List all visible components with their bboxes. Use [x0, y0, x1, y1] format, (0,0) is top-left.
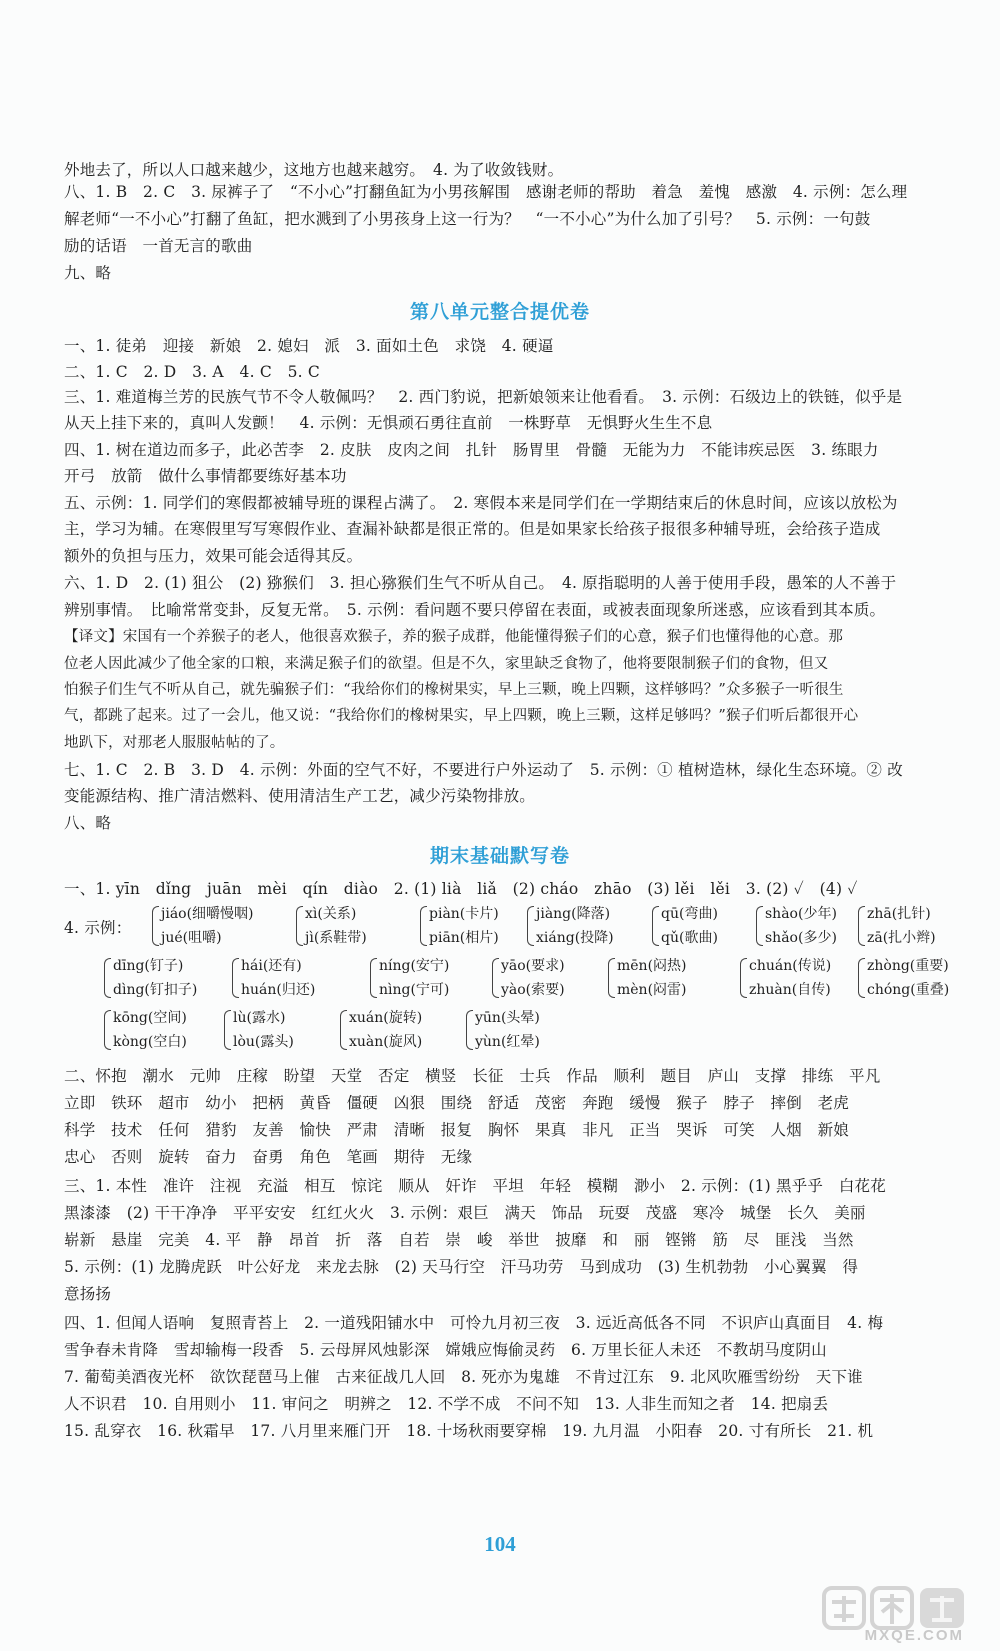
pinyin-pair [756, 902, 837, 950]
pinyin-reading: piàn(卡片) [429, 906, 499, 922]
text-line: 变能源结构、推广清洁燃料、使用清洁生产工艺，减少污染物排放。 [64, 787, 536, 805]
text-line: 四、1. 但闻人语响 复照青苔上 2. 一道残阳铺水中 可怜九月初三夜 3. 远近高低各不同 不识庐山真面目 4. 梅 [64, 1314, 884, 1332]
text-line: 主，学习为辅。在寒假里写写寒假作业、查漏补缺都是很正常的。但是如果家长给孩子报很多种辅导班，会给孩子造成 [64, 520, 881, 538]
pinyin-reading: mēn(闷热) [617, 958, 687, 974]
text-line: 二、怀抱 潮水 元帅 庄稼 盼望 天堂 否定 横竖 长征 士兵 作品 顺利 题目 庐山 支撑 排练 平凡 [64, 1067, 881, 1085]
pinyin-reading: jiàng(降落) [536, 906, 611, 922]
text-line: 额外的负担与压力，效果可能会适得其反。 [64, 547, 363, 565]
text-line: 四、1. 树在道边而多子，此必苦李 2. 皮肤 皮肉之间 扎针 肠胃里 骨髓 无能为力 不能讳疾忌医 3. 练眼力 [64, 441, 879, 459]
pinyin-reading: piān(相片) [429, 930, 499, 946]
pinyin-reading: jì(系鞋带) [305, 930, 367, 946]
pinyin-reading: xì(关系) [305, 906, 357, 922]
text-line: 一、1. yīn dǐng juān mèi qín diào 2. (1) lià liǎ (2) cháo zhāo (3) lěi lěi 3. (2) ✓ (4) ✓ [64, 880, 858, 898]
pinyin-reading: hái(还有) [241, 958, 302, 974]
pinyin-reading: huán(归还) [241, 982, 316, 998]
pinyin-reading: qū(弯曲) [661, 906, 718, 922]
pinyin-reading: chóng(重叠) [867, 982, 950, 998]
text-line: 从天上挂下来的，真叫人发颤！ 4. 示例：无惧顽石勇往直前 一株野草 无惧野火生生不息 [64, 414, 713, 432]
pinyin-reading: níng(安宁) [379, 958, 450, 974]
pinyin-reading: yào(索要) [501, 982, 565, 998]
pinyin-reading: kōng(空间) [113, 1010, 187, 1026]
text-line: 5. 示例：(1) 龙腾虎跃 叶公好龙 来龙去脉 (2) 天马行空 汗马功劳 马到成功 (3) 生机勃勃 小心翼翼 得 [64, 1258, 859, 1276]
page-number: 104 [484, 1532, 516, 1556]
pinyin-pair [740, 954, 831, 1002]
text-line: 7. 葡萄美酒夜光杯 欲饮琵琶马上催 古来征战几人回 8. 死亦为鬼雄 不肯过江东 9. 北风吹雁雪纷纷 天下谁 [64, 1368, 863, 1386]
example-label: 4. 示例： [64, 919, 132, 937]
pinyin-reading: chuán(传说) [749, 958, 832, 974]
pinyin-pair [224, 1006, 294, 1054]
text-line: 八、略 [64, 814, 112, 832]
pinyin-reading: yūn(头晕) [475, 1010, 540, 1026]
pinyin-reading: xuàn(旋风) [349, 1034, 423, 1050]
pinyin-reading: jiáo(细嚼慢咽) [161, 906, 254, 922]
translation-line: 位老人因此减少了他全家的口粮，来满足猴子们的欲望。但是不久，家里缺乏食物了，他将要限制猴子们的食物，但又 [64, 656, 829, 672]
pinyin-reading: jué(咀嚼) [161, 930, 222, 946]
text-line: 七、1. C 2. B 3. D 4. 示例：外面的空气不好，不要进行户外运动了 5. 示例：① 植树造林，绿化生态环境。② 改 [64, 761, 903, 779]
section-title: 期末基础默写卷 [429, 845, 570, 867]
translation-line: 地趴下，对那老人服服帖帖的了。 [64, 735, 285, 751]
text-line: 意扬扬 [64, 1285, 112, 1303]
text-line: 辨别事情。 比喻常常变卦，反复无常。 5. 示例：看问题不要只停留在表面，或被表面现象所迷惑，应该看到其本质。 [64, 601, 886, 619]
pinyin-pair [232, 954, 315, 1002]
pinyin-reading: qǔ(歌曲) [661, 930, 718, 946]
pinyin-reading: kòng(空白) [113, 1034, 187, 1050]
pinyin-pair [858, 954, 949, 1002]
pinyin-reading: yùn(红晕) [475, 1034, 540, 1050]
pinyin-reading: mèn(闷雷) [617, 982, 687, 998]
section-title: 第八单元整合提优卷 [409, 301, 590, 323]
pinyin-pair [370, 954, 449, 1002]
pinyin-reading: zā(扎小辫) [867, 930, 936, 946]
text-line: 人不识君 10. 自用则小 11. 审问之 明辨之 12. 不学不成 不问不知 13. 人非生而知之者 14. 把扇丢 [64, 1395, 829, 1413]
text-line: 科学 技术 任何 猎豹 友善 愉快 严肃 清晰 报复 胸怀 果真 非凡 正当 哭诉 可笑 人烟 新娘 [64, 1121, 850, 1139]
pinyin-reading: zhòng(重要) [867, 958, 949, 974]
text-line: 三、1. 难道梅兰芳的民族气节不令人敬佩吗？ 2. 西门豹说，把新娘领来让他看看。 3. 示例：石级边上的铁链，似乎是 [64, 388, 903, 406]
pinyin-reading: shǎo(多少) [765, 930, 837, 946]
pinyin-pair [527, 902, 614, 950]
pinyin-pair [104, 954, 197, 1002]
text-line: 15. 乱穿衣 16. 秋霜早 17. 八月里来雁门开 18. 十场秋雨要穿棉 19. 九月温 小阳春 20. 寸有所长 21. 机 [64, 1422, 874, 1440]
pinyin-reading: shào(少年) [765, 906, 837, 922]
watermark-text: MXQE.COM [864, 1627, 964, 1644]
text-line: 三、1. 本性 准许 注视 充溢 相互 惊诧 顺从 奸诈 平坦 年轻 模糊 渺小 2. 示例：(1) 黑乎乎 白花花 [64, 1177, 886, 1195]
pinyin-pair [340, 1006, 422, 1054]
pinyin-reading: xiáng(投降) [536, 930, 614, 946]
text-line: 九、略 [64, 264, 112, 282]
pinyin-pair [492, 954, 565, 1002]
text-line: 立即 铁环 超市 幼小 把柄 黄昏 僵硬 凶狠 围绕 舒适 茂密 奔跑 缓慢 猴子 脖子 摔倒 老虎 [64, 1094, 850, 1112]
pinyin-reading: lòu(露头) [233, 1034, 294, 1050]
text-line: 黑漆漆 (2) 干干净净 平平安安 红红火火 3. 示例：艰巨 满天 饰品 玩耍 茂盛 寒冷 城堡 长久 美丽 [64, 1204, 866, 1222]
text-line: 二、1. C 2. D 3. A 4. C 5. C [64, 363, 320, 381]
text-line: 励的话语 一首无言的歌曲 [64, 237, 253, 255]
pinyin-reading: zhā(扎针) [867, 906, 931, 922]
text-line: 外地去了，所以人口越来越少，这地方也越来越穷。 4. 为了收敛钱财。 [64, 161, 564, 179]
pinyin-reading: zhuàn(自传) [749, 982, 831, 998]
pinyin-reading: lù(露水) [233, 1010, 286, 1026]
text-line: 八、1. B 2. C 3. 尿裤子了 “不小心”打翻鱼缸为小男孩解围 感谢老师的帮助 着急 羞愧 感激 4. 示例：怎么理 [64, 183, 908, 201]
text-line: 一、1. 徒弟 迎接 新娘 2. 媳妇 派 3. 面如土色 求饶 4. 硬逼 [64, 337, 554, 355]
pinyin-reading: yāo(要求) [501, 958, 565, 974]
pinyin-pair [152, 902, 254, 950]
pinyin-reading: xuán(旋转) [349, 1010, 423, 1026]
text-line: 雪争春未肯降 雪却输梅一段香 5. 云母屏风烛影深 嫦娥应悔偷灵药 6. 万里长征人未还 不教胡马度阴山 [64, 1341, 827, 1359]
text-line: 开弓 放箭 做什么事情都要练好基本功 [64, 467, 347, 485]
pinyin-pair [296, 902, 367, 950]
text-line: 解老师“一不小心”打翻了鱼缸，把水溅到了小男孩身上这一行为？ “一不小心”为什么加了引号？ 5. 示例：一句鼓 [64, 210, 871, 228]
pinyin-pair [858, 902, 936, 950]
text-line: 忠心 否则 旋转 奋力 奋勇 角色 笔画 期待 无缘 [64, 1148, 473, 1166]
pinyin-pair [466, 1006, 540, 1054]
translation-line: 气，都跳了起来。过了一会儿，他又说：“我给你们的橡树果实，早上四颗，晚上三颗，这样足够吗？”猴子们听后都很开心 [64, 708, 859, 724]
pinyin-pair [608, 954, 687, 1002]
pinyin-reading: dīng(钉子) [113, 958, 184, 974]
pinyin-pair [652, 902, 718, 950]
pinyin-reading: dìng(钉扣子) [113, 982, 198, 998]
text-line: 五、示例：1. 同学们的寒假都被辅导班的课程占满了。 2. 寒假本来是同学们在一学期结束后的休息时间，应该以放松为 [64, 494, 898, 512]
text-line: 崭新 悬崖 完美 4. 平 静 昂首 折 落 自若 崇 峻 举世 披靡 和 丽 铿锵 筋 尽 匪浅 当然 [64, 1231, 854, 1249]
pinyin-reading: nìng(宁可) [379, 982, 450, 998]
pinyin-pair [104, 1006, 187, 1054]
pinyin-pair [420, 902, 499, 950]
text-line: 六、1. D 2. (1) 狙公 (2) 猕猴们 3. 担心猕猴们生气不听从自己。 4. 原指聪明的人善于使用手段，愚笨的人不善于 [64, 574, 897, 592]
translation-line: 怕猴子们生气不听从自己，就先骗猴子们：“我给你们的橡树果实，早上三颗，晚上四颗，这样够吗？”众多猴子一听很生 [64, 682, 844, 698]
translation-line: 【译文】宋国有一个养猴子的老人，他很喜欢猴子，养的猴子成群，他能懂得猴子们的心意，猴子们也懂得他的心意。那 [64, 629, 844, 645]
